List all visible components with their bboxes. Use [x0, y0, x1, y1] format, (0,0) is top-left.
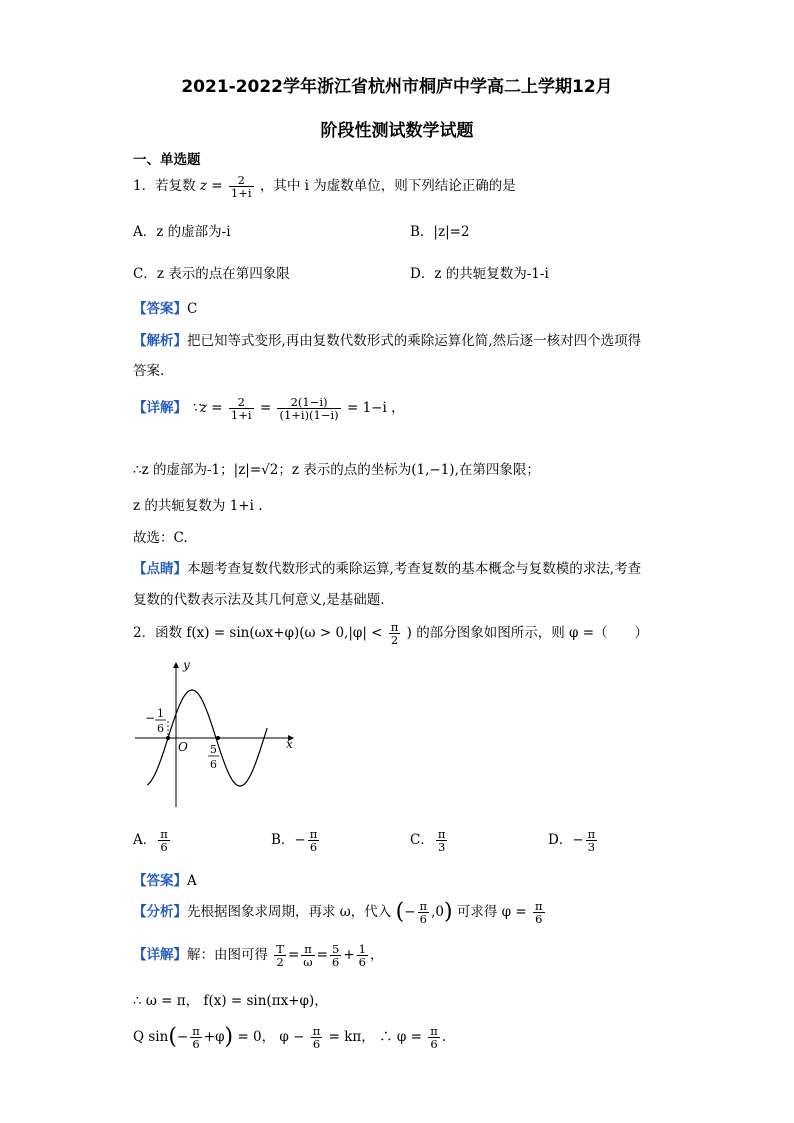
q2-option-a[interactable]: A． $\frac{\pi}{6}$: [133, 827, 168, 855]
q1-analysis-label: 【解析】: [133, 333, 187, 349]
q2-stem: [133, 621, 648, 646]
left-zero-num: 1: [157, 707, 164, 720]
q2-detail-line3: Q sin(− $\frac{\pi}{6}$ +φ) = 0， φ − $\frac{\pi}{6}$ = kπ， ∴ φ = $\frac{\pi}{6}$ .: [133, 1024, 447, 1052]
doc-title-line1: 2021-2022学年浙江省杭州市桐庐中学高二上学期12月: [181, 77, 613, 97]
q2-analysis: 【分析】先根据图象求周期，再求 ω，代入 (− $\frac{\pi}{6}$ ,0) 可求得 φ = $\frac{\pi}{6}$: [133, 899, 543, 927]
q1-detail-line3: z 的共轭复数为 1+i .: [133, 498, 263, 514]
q2-detail-label: 【详解】: [133, 947, 187, 964]
q2-detail-line1: 【详解】解：由图可得 $\frac{T}{2}$ = $\frac{\pi}{\omega}$ = $\frac{5}{6}$ + $\frac{1}{6}$ ，: [133, 942, 384, 970]
q1-detail-result: = 1−i ，: [346, 400, 405, 417]
q1-note-line2: 复数的代数表示法及其几何意义,是基础题.: [133, 592, 385, 608]
q1-note-line1: [133, 557, 641, 577]
q1-z-eq: z =: [199, 178, 223, 195]
q2-analysis-label: 【分析】: [133, 904, 187, 921]
q2-cond-frac: $\frac{\pi}{2}$: [390, 620, 399, 648]
q2-analysis-pre: 先根据图象求周期，再求 ω，代入: [187, 904, 392, 921]
q1-analysis-line1: [133, 329, 641, 349]
q1-detail-frac1: $\frac{2}{1+i}$: [230, 395, 252, 423]
q2-option-d[interactable]: D．− $\frac{\pi}{3}$: [548, 827, 596, 855]
q1-option-a[interactable]: A．z 的虚部为-i: [133, 224, 231, 240]
q2-analysis-mid: 可求得 φ =: [456, 904, 527, 921]
y-axis-label: y: [183, 658, 190, 672]
x-axis-label: x: [286, 737, 293, 751]
q1-detail-label: 【详解】: [133, 400, 187, 417]
zero-point-left: [166, 736, 170, 740]
q2-lead: 2．函数 f(x) = sin(ωx+φ)(ω > 0,|φ| <: [133, 625, 383, 642]
q1-answer-value: C: [187, 301, 198, 317]
q1-option-c[interactable]: C．z 表示的点在第四象限: [133, 266, 290, 282]
q1-option-d[interactable]: D．z 的共轭复数为-1-i: [410, 266, 549, 282]
q2-detail-line2: ∴ ω = π， f(x) = sin(πx+φ)，: [133, 993, 328, 1009]
origin-label: O: [178, 740, 188, 754]
q2-option-b[interactable]: B．− $\frac{\pi}{6}$: [271, 827, 318, 855]
q1-analysis-line2: 答案.: [133, 363, 165, 379]
q2-tail: ) 的部分图象如图所示，则 φ =（ ）: [406, 625, 649, 642]
q1-fraction: $\frac{2}{1+i}$: [230, 173, 252, 201]
right-zero-num: 5: [210, 743, 217, 756]
left-zero-sign: −: [145, 711, 156, 725]
q1-note-label: 【点睛】: [133, 561, 187, 577]
q1-answer-label: 【答案】: [133, 301, 187, 317]
q1-lead: 1．若复数: [133, 178, 196, 195]
q2-answer-value: A: [187, 873, 197, 889]
q2-detail-pre: 解：由图可得: [187, 947, 268, 964]
q1-detail-frac2: $\frac{2(1-i)}{(1+i)(1-i)}$: [279, 395, 339, 423]
q1-note-text: 本题考查复数代数形式的乘除运算,考查复数的基本概念与复数模的求法,考查: [187, 561, 642, 577]
q2-sine-graph: [133, 655, 303, 811]
section-heading: 一、单选题: [133, 152, 201, 168]
doc-title-line2: 阶段性测试数学试题: [320, 121, 474, 141]
q1-answer: [133, 297, 197, 317]
q1-stem: [133, 174, 516, 199]
zero-point-right: [216, 736, 220, 740]
q2-answer-label: 【答案】: [133, 873, 187, 889]
q1-detail-pre: ∵z =: [191, 400, 223, 417]
q1-tail: ，其中 i 为虚数单位，则下列结论正确的是: [259, 178, 516, 195]
q1-detail-line1: 【详解】 ∵z = $\frac{2}{1+i}$ = $\frac{2(1-i)}{(1+i)(1-i)}$ = 1−i ，: [133, 395, 405, 423]
q1-choose: 故选：C.: [133, 530, 188, 546]
right-zero-den: 6: [210, 758, 217, 771]
q1-analysis-text: 把已知等式变形,再由复数代数形式的乘除运算化简,然后逐一核对四个选项得: [187, 333, 642, 349]
q2-answer: [133, 869, 197, 889]
q1-option-b[interactable]: B．|z|=2: [410, 224, 470, 240]
left-zero-den: 6: [157, 722, 164, 735]
q1-detail-line2: ∴z 的虚部为-1；|z|=√2；z 表示的点的坐标为(1,−1),在第四象限；: [133, 462, 540, 478]
q2-option-c[interactable]: C． $\frac{\pi}{3}$: [410, 827, 446, 855]
